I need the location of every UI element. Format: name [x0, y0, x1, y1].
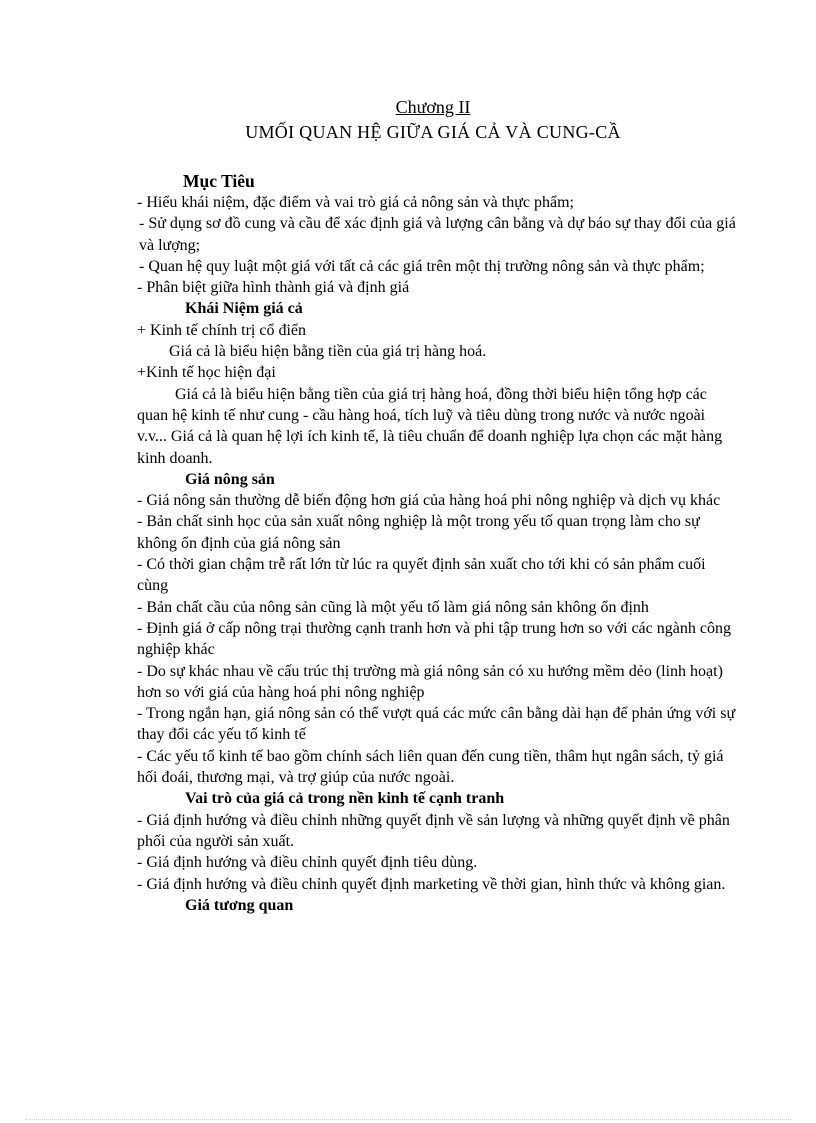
paragraph: - Phân biệt giữa hình thành giá và định giá	[137, 279, 410, 297]
page-bottom-divider	[25, 1119, 791, 1120]
paragraph: - Quan hệ quy luật một giá với tất cả các giá trên một thị trường nông sản và thực phẩm;	[139, 257, 705, 275]
paragraph: - Các yếu tố kinh tế bao gồm chính sách liên quan đến cung tiền, thâm hụt ngân sách, tỷ giá hối đoái, thương mại, và trợ giúp của nước ngoài.	[137, 747, 724, 787]
paragraph: - Bản chất cầu của nông sản cũng là một yếu tố làm giá nông sản không ổn định	[137, 598, 649, 616]
paragraph: Giá cả là biểu hiện bằng tiền của giá trị hàng hoá.	[169, 343, 487, 361]
paragraph: - Bản chất sinh học của sản xuất nông nghiệp là một trong yếu tố quan trọng làm cho sự không ổn định của giá nông sản	[137, 513, 700, 552]
paragraph: +Kinh tế học hiện đại	[137, 364, 276, 382]
paragraph: - Giá định hướng và điều chỉnh những quyết định về sản lượng và những quyết định về phân phối của người sản xuất.	[137, 811, 730, 850]
paragraph: + Kinh tế chính trị cổ điển	[137, 321, 306, 339]
paragraph: Giá cả là biểu hiện bằng tiền của giá trị hàng hoá, đồng thời biểu hiện tổng hợp các quan hệ kinh tế như cung - cầu hàng hoá, tích luỹ và tiêu dùng trong nước và nước ngoài v.v... Giá cả là quan hệ lợi ích kinh tế, là tiêu chuẩn để doanh nghiệp lựa chọn các mặt hàng kinh doanh.	[137, 385, 723, 467]
paragraph: - Giá định hướng và điều chỉnh quyết định marketing về thời gian, hình thức và không gian.	[137, 875, 726, 893]
document-body	[137, 170, 737, 916]
paragraph: - Do sự khác nhau về cấu trúc thị trường mà giá nông sản có xu hướng mềm dẻo (linh hoạt) hơn so với giá của hàng hoá phi nông nghiệp	[137, 662, 723, 701]
section-heading-relative-price: Giá tương quan	[185, 896, 294, 914]
section-heading-price-concept: Khái Niệm giá cả	[185, 300, 303, 318]
paragraph: - Giá nông sản thường dễ biến động hơn giá của hàng hoá phi nông nghiệp và dịch vụ khác	[137, 492, 721, 510]
chapter-title: UMỐI QUAN HỆ GIỮA GIÁ CẢ VÀ CUNG-CẦ	[245, 122, 621, 142]
paragraph: - Giá định hướng và điều chỉnh quyết định tiêu dùng.	[137, 854, 478, 872]
paragraph: - Trong ngắn hạn, giá nông sản có thể vượt quá các mức cân bằng dài hạn để phản ứng với sự thay đổi các yếu tố kinh tế	[137, 705, 736, 744]
chapter-label: Chương II	[395, 97, 471, 117]
paragraph: - Hiểu khái niệm, đặc điểm và vai trò giá cả nông sản và thực phẩm;	[137, 194, 574, 211]
paragraph: - Có thời gian chậm trễ rất lớn từ lúc ra quyết định sản xuất cho tới khi có sản phẩm cuối cùng	[137, 556, 706, 595]
paragraph: - Sử dụng sơ đồ cung và cầu để xác định giá và lượng cân bằng và dự báo sự thay đổi của giá và lượng;	[139, 215, 736, 254]
section-heading-price-role: Vai trò của giá cả trong nền kinh tế cạnh tranh	[185, 790, 505, 808]
section-heading-objectives: Mục Tiêu	[183, 171, 255, 191]
section-heading-agri-price: Giá nông sản	[185, 470, 275, 488]
paragraph: - Định giá ở cấp nông trại thường cạnh tranh hơn và phi tập trung hơn so với các ngành công nghiệp khác	[137, 619, 731, 659]
